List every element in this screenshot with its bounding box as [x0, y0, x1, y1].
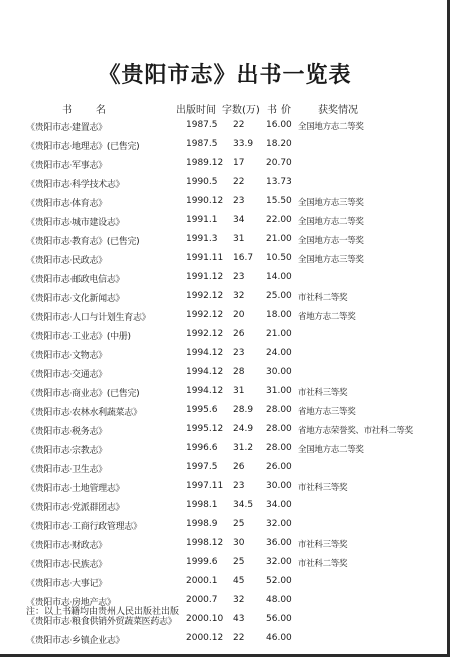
word-count: 16.7 — [233, 253, 254, 263]
award-info: 全国地方志三等奖 — [298, 255, 364, 265]
word-count: 22 — [233, 120, 245, 130]
book-price: 28.00 — [266, 443, 292, 453]
word-count: 17 — [233, 158, 245, 168]
book-price: 25.00 — [266, 291, 292, 301]
book-price: 32.00 — [266, 557, 292, 567]
award-info: 全国地方志二等奖 — [298, 122, 364, 132]
book-name: 《贵阳市志·邮政电信志》 — [26, 275, 125, 285]
publish-date: 1987.5 — [186, 139, 218, 149]
book-price: 30.00 — [266, 481, 292, 491]
book-name: 《贵阳市志·大事记》 — [26, 579, 107, 589]
award-info: 全国地方志一等奖 — [298, 236, 364, 246]
book-name: 《贵阳市志·教育志》(已售完) — [26, 237, 140, 247]
award-info: 省地方志荣誉奖、市社科二等奖 — [298, 426, 413, 436]
header-price-part2: 价 — [281, 105, 291, 116]
publish-date: 1997.11 — [186, 481, 224, 491]
book-price: 22.00 — [266, 215, 292, 225]
publish-date: 1992.12 — [186, 291, 224, 301]
book-name: 《贵阳市志·建置志》 — [26, 123, 107, 133]
word-count: 30 — [233, 538, 245, 548]
publish-date: 1994.12 — [186, 348, 224, 358]
word-count: 28 — [233, 367, 245, 377]
book-price: 15.50 — [266, 196, 292, 206]
table-row — [0, 498, 450, 517]
word-count: 31 — [233, 386, 245, 396]
book-name: 《贵阳市志·文物志》 — [26, 351, 107, 361]
publish-date: 1990.5 — [186, 177, 218, 187]
word-count: 25 — [233, 557, 245, 567]
award-info: 全国地方志三等奖 — [298, 198, 364, 208]
publish-date: 2000.1 — [186, 576, 218, 586]
award-info: 市社科二等奖 — [298, 293, 348, 303]
word-count: 25 — [233, 519, 245, 529]
book-price: 13.73 — [266, 177, 292, 187]
book-name: 《贵阳市志·体育志》 — [26, 199, 107, 209]
table-row — [0, 631, 450, 650]
book-name: 《贵阳市志·土地管理志》 — [26, 484, 125, 494]
book-name: 《贵阳市志·党派群团志》 — [26, 503, 125, 513]
book-name: 《贵阳市志·民政志》 — [26, 256, 107, 266]
table-row — [0, 251, 450, 270]
word-count: 31.2 — [233, 443, 254, 453]
table-row — [0, 574, 450, 593]
publish-date: 1991.12 — [186, 272, 224, 282]
publish-date: 1991.1 — [186, 215, 218, 225]
book-price: 21.00 — [266, 234, 292, 244]
book-name: 《贵阳市志·工业志》(中册) — [26, 332, 131, 342]
table-row — [0, 175, 450, 194]
table-row — [0, 441, 450, 460]
book-price: 52.00 — [266, 576, 292, 586]
word-count: 28.9 — [233, 405, 254, 415]
publish-date: 1987.5 — [186, 120, 218, 130]
table-header — [0, 101, 450, 115]
book-name: 《贵阳市志·卫生志》 — [26, 465, 107, 475]
book-price: 28.00 — [266, 405, 292, 415]
book-price: 36.00 — [266, 538, 292, 548]
word-count: 22 — [233, 633, 245, 643]
table-row — [0, 118, 450, 137]
publish-date: 1991.3 — [186, 234, 218, 244]
book-price: 20.70 — [266, 158, 292, 168]
word-count: 45 — [233, 576, 245, 586]
publish-date: 2000.12 — [186, 633, 224, 643]
word-count: 23 — [233, 196, 245, 206]
table-row — [0, 460, 450, 479]
award-info: 省地方志二等奖 — [298, 312, 356, 322]
book-price: 10.50 — [266, 253, 292, 263]
book-price: 18.00 — [266, 310, 292, 320]
award-info: 省地方志三等奖 — [298, 407, 356, 417]
book-price: 30.00 — [266, 367, 292, 377]
table-row — [0, 270, 450, 289]
page-title: 《贵阳市志》出书一览表 — [98, 63, 352, 88]
word-count: 23 — [233, 348, 245, 358]
publish-date: 1994.12 — [186, 367, 224, 377]
publish-date: 1990.12 — [186, 196, 224, 206]
book-name: 《贵阳市志·工商行政管理志》 — [26, 522, 142, 532]
book-name: 《贵阳市志·乡镇企业志》 — [26, 636, 125, 646]
word-count: 43 — [233, 614, 245, 624]
publish-date: 1996.6 — [186, 443, 218, 453]
book-name: 《贵阳市志·人口与计划生育志》 — [26, 313, 151, 323]
book-name: 《贵阳市志·财政志》 — [26, 541, 107, 551]
header-name-part1: 书 — [62, 105, 72, 116]
header-words: 字数(万) — [222, 105, 260, 116]
publish-date: 2000.7 — [186, 595, 218, 605]
book-price: 18.20 — [266, 139, 292, 149]
publish-date: 1999.6 — [186, 557, 218, 567]
book-name: 《贵阳市志·税务志》 — [26, 427, 107, 437]
table-row — [0, 384, 450, 403]
award-info: 全国地方志二等奖 — [298, 217, 364, 227]
table-row — [0, 232, 450, 251]
book-price: 21.00 — [266, 329, 292, 339]
word-count: 23 — [233, 481, 245, 491]
book-name: 《贵阳市志·城市建设志》 — [26, 218, 125, 228]
word-count: 24.9 — [233, 424, 254, 434]
table-row — [0, 213, 450, 232]
book-name: 《贵阳市志·民族志》 — [26, 560, 107, 570]
book-price: 46.00 — [266, 633, 292, 643]
word-count: 20 — [233, 310, 245, 320]
word-count: 31 — [233, 234, 245, 244]
table-row — [0, 156, 450, 175]
award-info: 市社科三等奖 — [298, 483, 348, 493]
header-award: 获奖情况 — [318, 105, 358, 116]
header-date: 出版时间 — [176, 105, 216, 116]
word-count: 32 — [233, 291, 245, 301]
book-name: 《贵阳市志·地理志》(已售完) — [26, 142, 140, 152]
publish-date: 1997.5 — [186, 462, 218, 472]
table-row — [0, 346, 450, 365]
footnote: 注：以上书籍均由贵州人民出版社出版 — [26, 607, 180, 617]
table-row — [0, 517, 450, 536]
publish-date: 1992.12 — [186, 310, 224, 320]
publish-date: 1998.12 — [186, 538, 224, 548]
book-price: 16.00 — [266, 120, 292, 130]
award-info: 市社科二等奖 — [298, 559, 348, 569]
word-count: 33.9 — [233, 139, 254, 149]
book-price: 31.00 — [266, 386, 292, 396]
publish-date: 1994.12 — [186, 386, 224, 396]
table-row — [0, 365, 450, 384]
header-name-part2: 名 — [96, 105, 106, 116]
table-row — [0, 137, 450, 156]
publish-date: 1992.12 — [186, 329, 224, 339]
publish-date: 1998.1 — [186, 500, 218, 510]
table-row — [0, 308, 450, 327]
book-price: 32.00 — [266, 519, 292, 529]
publish-date: 1991.11 — [186, 253, 224, 263]
book-name: 《贵阳市志·交通志》 — [26, 370, 107, 380]
word-count: 32 — [233, 595, 245, 605]
word-count: 34.5 — [233, 500, 254, 510]
publish-date: 2000.10 — [186, 614, 224, 624]
book-price: 48.00 — [266, 595, 292, 605]
book-name: 《贵阳市志·军事志》 — [26, 161, 107, 171]
book-price: 26.00 — [266, 462, 292, 472]
book-name: 《贵阳市志·农林水利蔬菜志》 — [26, 408, 142, 418]
word-count: 34 — [233, 215, 245, 225]
table-row — [0, 555, 450, 574]
book-table — [0, 118, 450, 650]
publish-date: 1998.9 — [186, 519, 218, 529]
book-name: 《贵阳市志·粮食供销外贸蔬菜医药志》 — [26, 617, 177, 627]
word-count: 23 — [233, 272, 245, 282]
award-info: 全国地方志二等奖 — [298, 445, 364, 455]
book-price: 34.00 — [266, 500, 292, 510]
table-row — [0, 327, 450, 346]
book-name: 《贵阳市志·文化新闻志》 — [26, 294, 125, 304]
book-price: 24.00 — [266, 348, 292, 358]
table-row — [0, 479, 450, 498]
book-name: 《贵阳市志·科学技术志》 — [26, 180, 125, 190]
award-info: 市社科三等奖 — [298, 388, 348, 398]
table-row — [0, 536, 450, 555]
publish-date: 1995.6 — [186, 405, 218, 415]
header-price-part1: 书 — [267, 105, 277, 116]
publish-date: 1989.12 — [186, 158, 224, 168]
book-price: 56.00 — [266, 614, 292, 624]
table-row — [0, 289, 450, 308]
word-count: 22 — [233, 177, 245, 187]
publish-date: 1995.12 — [186, 424, 224, 434]
table-row — [0, 194, 450, 213]
word-count: 26 — [233, 462, 245, 472]
book-price: 14.00 — [266, 272, 292, 282]
book-price: 28.00 — [266, 424, 292, 434]
table-row — [0, 422, 450, 441]
award-info: 市社科三等奖 — [298, 540, 348, 550]
book-name: 《贵阳市志·宗教志》 — [26, 446, 107, 456]
book-name: 《贵阳市志·房地产志》 — [26, 598, 116, 608]
table-row — [0, 403, 450, 422]
word-count: 26 — [233, 329, 245, 339]
book-name: 《贵阳市志·商业志》(已售完) — [26, 389, 140, 399]
